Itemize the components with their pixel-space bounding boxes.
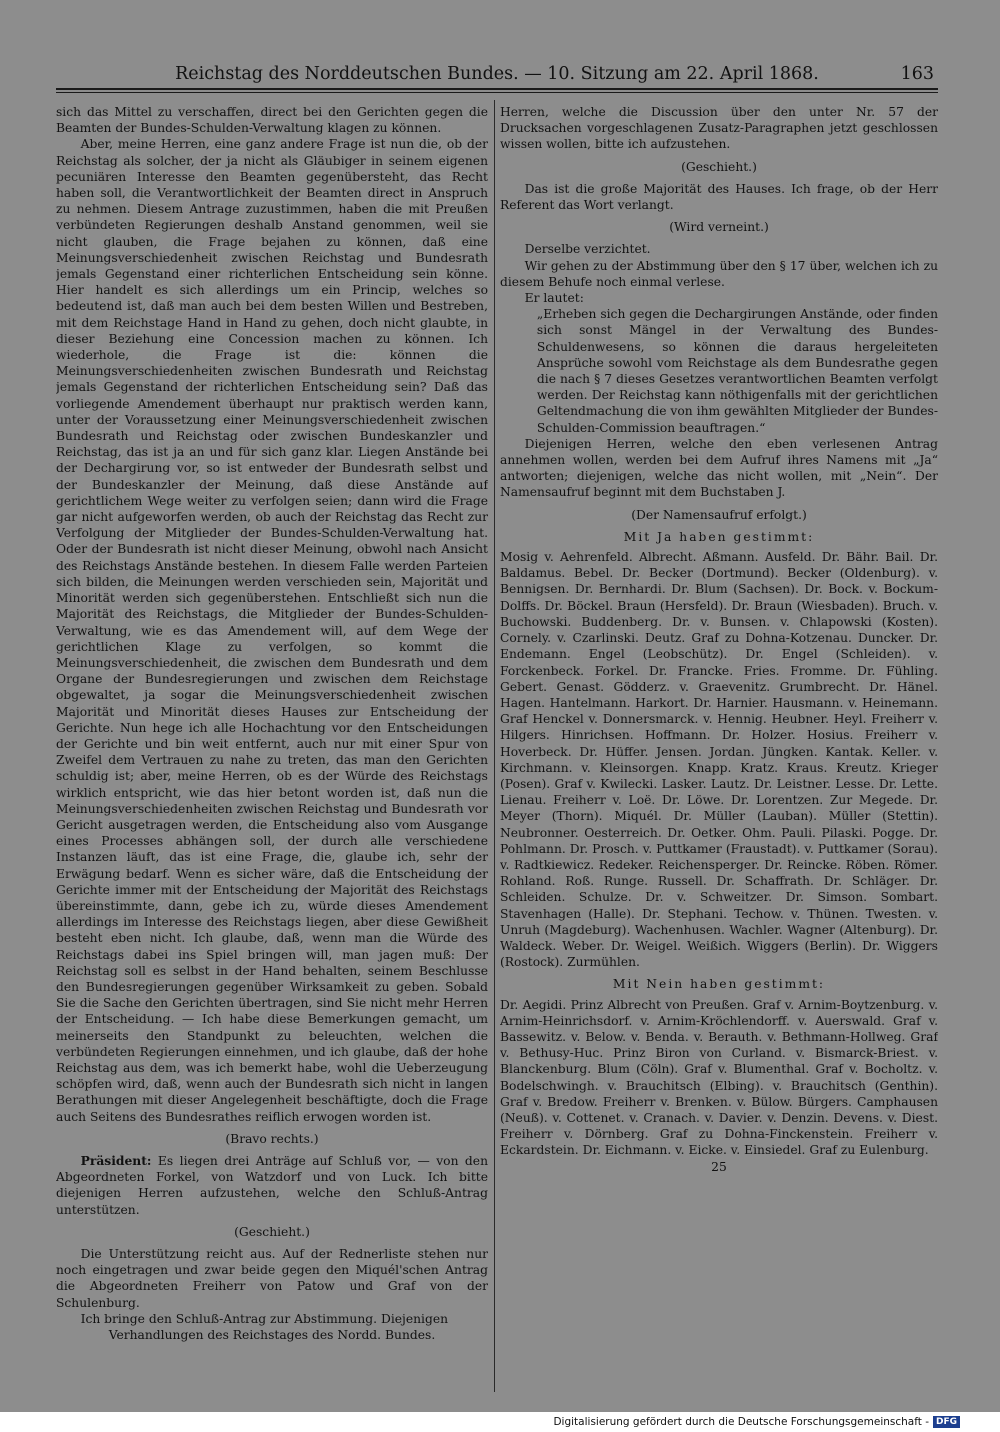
speaker-paragraph xyxy=(56,1153,488,1218)
paragraph: Herren, welche die Discussion über den unter Nr. 57 der Drucksachen vorgeschlagenen Zusatz-Paragraphen jetzt geschlossen wissen wollen, bitte ich aufzustehen. xyxy=(500,105,938,152)
vote-heading: Mit Ja haben gestimmt: xyxy=(623,529,815,544)
stage-direction: (Geschieht.) xyxy=(681,159,757,174)
paragraph: Derselbe verzichtet. xyxy=(524,242,651,257)
paragraph: Diejenigen Herren, welche den eben verlesenen Antrag annehmen wollen, werden bei dem Aufruf ihres Namens mit „Ja“ antworten; diejenigen, welche das nicht wollen, mit „Nein“. Der Namensaufruf beginnt mit dem Buchstaben J. xyxy=(500,436,938,500)
paragraph: Die Unterstützung reicht aus. Auf der Rednerliste stehen nur noch eingetragen und zwar beide gegen den Miquél'schen Antrag die Abgeordneten Freiherr von Patow und Graf von der Schulenburg. xyxy=(56,1247,488,1310)
name-list: Dr. Aegidi. Prinz Albrecht von Preußen. Graf v. Arnim-Boytzenburg. v. Arnim-Heinrichsdorf. v. Arnim-Kröchlendorff. v. Auerswald. Graf v. Bassewitz. v. Below. v. Benda. v. Berauth. v. Bethmann-Hollweg. Graf v. Bethusy-Huc. Prinz Biron von Curland. v. Bismarck-Briest. v. Blanckenburg. Blum (Cöln). Graf v. Blumenthal. Graf v. Bocholtz. v. Bodelschwingh. v. Brauchitsch (Elbing). v. Brauchitsch (Genthin). Graf v. Bredow. Freiherr v. Brenken. v. Bülow. Bürgers. Camphausen (Neuß). v. Cottenet. v. Cranach. v. Davier. v. Denzin. Devens. v. Diest. Freiherr v. Dörnberg. Graf zu Dohna-Finckenstein. Freiherr v. Eckardstein. Dr. Eichmann. v. Eicke. v. Einsiedel. Graf zu Eulenburg. xyxy=(500,997,938,1158)
column-divider xyxy=(494,100,495,1392)
footer-text: Digitalisierung gefördert durch die Deutsche Forschungsgemeinschaft - xyxy=(553,1416,929,1428)
right-column xyxy=(500,104,938,1384)
paragraph: Wir gehen zu der Abstimmung über den § 17 über, welchen ich zu diesem Behufe noch einmal verlese. xyxy=(500,258,938,289)
paragraph: Das ist die große Majorität des Hauses. Ich frage, ob der Herr Referent das Wort verlangt. xyxy=(500,181,938,213)
vote-heading: Mit Nein haben gestimmt: xyxy=(612,977,826,992)
stage-direction: (Geschieht.) xyxy=(234,1224,310,1239)
stage-direction: (Der Namensaufruf erfolgt.) xyxy=(631,507,807,522)
stage-direction: (Wird verneint.) xyxy=(669,220,769,235)
name-list: Mosig v. Aehrenfeld. Albrecht. Aßmann. Ausfeld. Dr. Bähr. Bail. Dr. Baldamus. Bebel. Dr. Becker (Dortmund). Becker (Oldenburg). v. Bennigsen. Dr. Bernhardi. Dr. Blum (Sachsen). Dr. Bock. v. Bockum-Dolffs. Dr. Böckel. Braun (Hersfeld). Dr. Braun (Wiesbaden). Bruch. v. Buchowski. Buddenberg. Dr. v. Bunsen. v. Chlapowski (Kosten). Cornely. v. Czarlinski. Deutz. Graf zu Dohna-Kotzenau. Duncker. Dr. Endemann. Engel (Leobschütz). Dr. Engel (Schleiden). v. Forckenbeck. Forkel. Dr. Francke. Fries. Fromme. Dr. Fühling. Gebert. Genast. Gödderz. v. Graevenitz. Grumbrecht. Dr. Hänel. Hagen. Hantelmann. Harkort. Dr. Harnier. Hausmann. v. Heinemann. Graf Henckel v. Donnersmarck. v. Hennig. Heubner. Heyl. Freiherr v. Hilgers. Hinrichsen. Hoffmann. Dr. Holzer. Hosius. Freiherr v. Hoverbeck. Dr. Hüffer. Jensen. Jordan. Jüngken. Kantak. Keller. v. Kirchmann. v. Kleinsorgen. Knapp. Kratz. Kraus. Kreutz. Krieger (Posen). Graf v. Kwilecki. Lasker. Lautz. Dr. Leistner. Lesse. Dr. Lette. Lienau. Freiherr v. Loë. Dr. Löwe. Dr. Lorentzen. Zur Megede. Dr. Meyer (Thorn). Miquél. Dr. Müller (Lauban). Müller (Stettin). Neubronner. Oesterreich. Dr. Oetker. Ohm. Pauli. Pilaski. Pogge. Dr. Pohlmann. Dr. Prosch. v. Puttkamer (Fraustadt). v. Puttkamer (Sorau). v. Radtkiewicz. Redeker. Reichensperger. Dr. Reincke. Röben. Römer. Rohland. Roß. Runge. Russell. Dr. Schaffrath. Dr. Schläger. Dr. Schleiden. Schulze. Dr. v. Schweitzer. Dr. Simson. Sombart. Stavenhagen (Halle). Dr. Stephani. Techow. v. Thünen. Twesten. v. Unruh (Magdeburg). Wachenhusen. Wachler. Wagner (Altenburg). Dr. Waldeck. Weber. Dr. Weigel. Weißich. Wiggers (Berlin). Dr. Wiggers (Rostock). Zurmühlen. xyxy=(500,550,938,970)
dfg-logo: DFG xyxy=(933,1416,960,1428)
speaker-text: Es liegen drei Anträge auf Schluß vor, — von den Abgeordneten Forkel, von Watzdorf und von Luck. Ich bitte diejenigen Herren aufzustehen, welche den Schluß-Antrag unterstützen. xyxy=(56,1154,488,1217)
quoted-paragraph: „Erheben sich gegen die Dechargirungen Anstände, oder finden sich sonst Mängel in der Verwaltung des Bundes-Schuldenwesens, so können die daraus hergeleiteten Ansprüche sowohl vom Reichstage als dem Bundesrathe gegen die nach § 7 dieses Gesetzes verantwortlichen Beamten verfolgt werden. Der Reichstag kann nöthigenfalls mit der gerichtlichen Geltendmachung die von ihm gewählten Mitglieder der Bundes-Schulden-Commission beauftragen.“ xyxy=(536,307,938,435)
page-number: 163 xyxy=(900,64,934,84)
left-column xyxy=(56,104,488,1394)
header-rule-thin xyxy=(56,92,938,93)
running-title: Reichstag des Norddeutschen Bundes. — 10. Sitzung am 22. April 1868. xyxy=(175,64,819,84)
signature-line: 25 xyxy=(711,1159,727,1174)
stage-direction: (Bravo rechts.) xyxy=(225,1131,319,1146)
header-rule xyxy=(56,88,938,90)
digitization-footer xyxy=(553,1416,960,1428)
running-header xyxy=(56,62,938,86)
paragraph: Ich bringe den Schluß-Antrag zur Abstimmung. Diejenigen xyxy=(80,1311,449,1326)
signature-line: Verhandlungen des Reichstages des Nordd. Bundes. xyxy=(108,1328,436,1343)
paragraph: sich das Mittel zu verschaffen, direct bei den Gerichten gegen die Beamten der Bundes-Schulden-Verwaltung klagen zu können. xyxy=(56,105,488,136)
paragraph: Aber, meine Herren, eine ganz andere Frage ist nun die, ob der Reichstag als solcher, der ja nicht als Gläubiger in seinem eigenen pecuniären Interesse den Beamten gegenübersteht, das Recht haben soll, die Verantwortlichkeit der Beamten direct in Anspruch zu nehmen. Diesem Antrage zuzustimmen, haben die mit Preußen verbündeten Regierungen deshalb Anstand genommen, weil sie nicht glauben, die Frage bejahen zu können, daß eine Meinungsverschiedenheit zwischen Reichstag und Bundesrath jemals Gegenstand einer richterlichen Entscheidung sein könne. Hier handelt es sich allerdings um ein Princip, welches so bedeutend ist, daß man auch bei dem besten Willen und Bestreben, mit dem Reichstage Hand in Hand zu gehen, doch nicht glaubte, in dieser Beziehung eine Concession machen zu können. Ich wiederhole, die Frage ist die: können die Meinungsverschiedenheiten zwischen Bundesrath und Reichstag jemals Gegenstand der richterlichen Entscheidung sein? Daß das vorliegende Amendement überhaupt nur praktisch werden kann, unter der Voraussetzung einer Meinungsverschiedenheit zwischen Bundesrath und Reichstag oder zwischen Bundeskanzler und Reichstag, das ist ja an und für sich ganz klar. Liegen Anstände bei der Dechargirung vor, so ist entweder der Bundesrath selbst und der Bundeskanzler der Meinung, daß diese Anstände auf gerichtlichem Wege weiter zu verfolgen seien; dann wird die Frage gar nicht aufgeworfen werden, ob auch der Reichstag das Recht zur Verfolgung der Mitglieder der Bundes-Schulden-Verwaltung hat. Oder der Bundesrath ist nicht dieser Meinung, obwohl nach Ansicht des Reichstags Anstände bestehen. In diesem Falle werden Parteien sich bilden, die Meinungen werden verschieden sein, Majorität und Minorität werden sich gegenüberstehen. Entschließt sich nun die Majorität des Reichstags, die Mitglieder der Bundes-Schulden-Verwaltung, wie es das Amendement will, auf dem Wege der gerichtlichen Klage zu verfolgen, so kommt die Meinungsverschiedenheit, die zwischen dem Bundesrath und dem Organe der Bundesregierungen und zwischen dem Reichstage obgewaltet, ja sogar die Meinungsverschiedenheit zwischen Majorität und Minorität dieses Hauses zur Entscheidung der Gerichte. Nun hege ich alle Hochachtung vor den Entscheidungen der Gerichte und bin weit entfernt, auch nur mit einer Spur von Zweifel dem Vertrauen zu nahe zu treten, das man den Gerichten schuldig ist; aber, meine Herren, ob es der Würde des Reichstags wirklich entspricht, wie das hier betont worden ist, daß nun die Meinungsverschiedenheiten zwischen Reichstag und Bundesrath vor Gericht ausgetragen werden, die Entscheidung also vom Ausgange eines Processes abhängen soll, der durch alle verschiedene Instanzen läuft, das ist eine Frage, die, glaube ich, sehr der Erwägung bedarf. Wenn es sicher wäre, daß die Entscheidung der Gerichte immer mit der Entscheidung der Majorität des Reichstags übereinstimmte, dann, gebe ich zu, würde dieses Amendement allerdings im Interesse des Reichstags liegen, aber diese Gewißheit besteht eben nicht. Ich glaube, daß, wenn man die Würde des Reichstags dabei ins Spiel bringen will, man jagen muß: Der Reichstag soll es selbst in der Hand behalten, seinem Beschlusse den Bundesregierungen gegenüber Wirksamkeit zu geben. Sobald Sie die Sache den Gerichten übertragen, sind Sie nicht mehr Herren der Entscheidung. — Ich habe diese Bemerkungen gemacht, um meinerseits den Standpunkt zu beleuchten, welchen die verbündeten Regierungen einnehmen, und ich glaube, daß der hohe Reichstag aus dem, was ich bemerkt habe, wohl die Ueberzeugung schöpfen wird, daß, wenn auch der Bundesrath sich nicht in langen Berathungen mit dieser Angelegenheit beschäftigte, doch die Frage auch Seitens des Bundesrathes reiflich erwogen worden ist. xyxy=(56,137,488,1124)
speaker-name: Präsident: xyxy=(80,1153,152,1168)
paragraph: Er lautet: xyxy=(524,291,584,306)
